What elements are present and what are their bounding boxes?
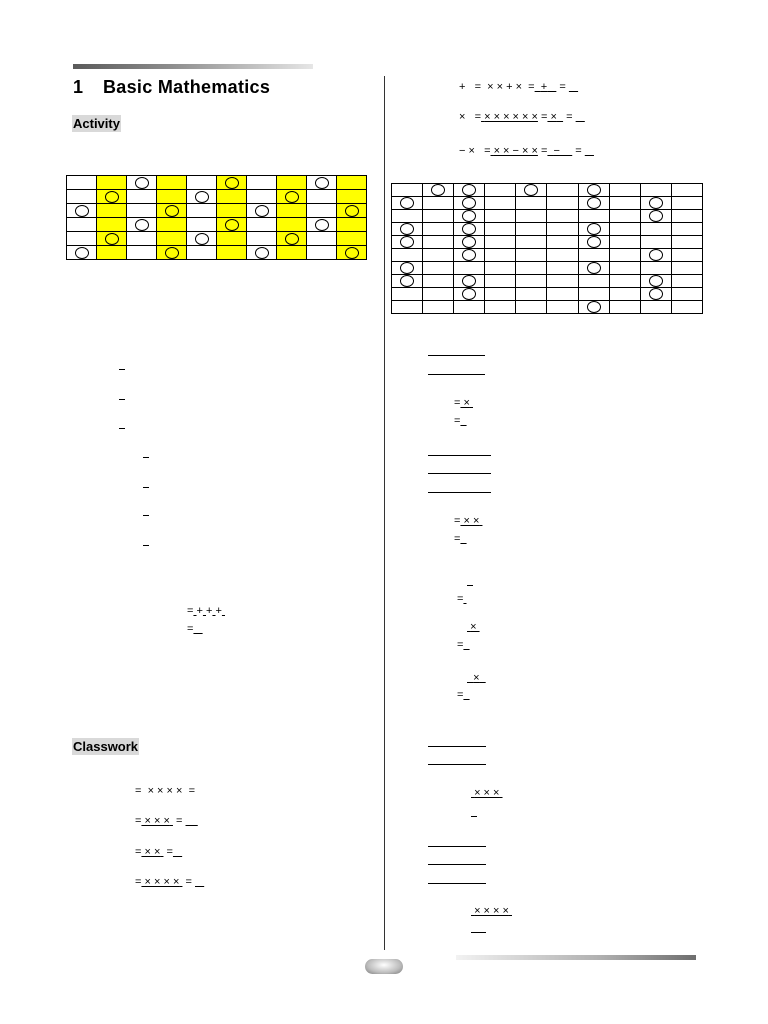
circle-grid-cell bbox=[578, 184, 609, 197]
column-divider bbox=[384, 76, 385, 950]
circle-grid-cell bbox=[609, 275, 640, 288]
circle-grid-cell bbox=[485, 236, 516, 249]
activity-grid-row bbox=[67, 232, 367, 246]
circle-grid-cell bbox=[392, 197, 423, 210]
activity-grid-cell bbox=[157, 204, 187, 218]
activity-grid-cell bbox=[157, 246, 187, 260]
circle-grid-cell bbox=[671, 249, 702, 262]
activity-grid-cell bbox=[307, 176, 337, 190]
circle-grid-cell bbox=[516, 288, 547, 301]
circle-grid-cell bbox=[547, 288, 578, 301]
circle-grid-cell bbox=[516, 197, 547, 210]
circle-icon bbox=[462, 184, 476, 196]
circle-grid-row bbox=[392, 184, 703, 197]
circle-icon bbox=[587, 262, 601, 274]
activity-grid-cell bbox=[97, 190, 127, 204]
circle-grid-cell bbox=[578, 210, 609, 223]
circle-icon bbox=[345, 247, 359, 259]
activity-grid-cell bbox=[157, 190, 187, 204]
expression-line-2: × = × × × × × × = × = bbox=[459, 111, 573, 123]
circle-grid-cell bbox=[423, 301, 454, 314]
answer-line bbox=[428, 883, 486, 884]
circle-icon bbox=[587, 184, 601, 196]
circle-grid-cell bbox=[485, 197, 516, 210]
answer-line bbox=[428, 764, 486, 765]
circle-icon bbox=[462, 197, 476, 209]
activity-grid-cell bbox=[157, 232, 187, 246]
activity-grid-cell bbox=[67, 176, 97, 190]
circle-grid-cell bbox=[671, 301, 702, 314]
answer-line bbox=[428, 455, 491, 456]
activity-grid-cell bbox=[277, 204, 307, 218]
step-expression-6: × × × bbox=[474, 787, 500, 799]
activity-grid-cell bbox=[277, 176, 307, 190]
fraction-dash bbox=[471, 816, 477, 817]
circle-grid-cell bbox=[609, 301, 640, 314]
activity-grid-cell bbox=[157, 218, 187, 232]
activity-grid-cell bbox=[157, 176, 187, 190]
circle-grid-cell bbox=[609, 223, 640, 236]
circle-icon bbox=[255, 247, 269, 259]
circle-grid-cell bbox=[423, 197, 454, 210]
circle-grid-cell bbox=[640, 262, 671, 275]
activity-grid-cell bbox=[97, 232, 127, 246]
circle-grid-cell bbox=[423, 288, 454, 301]
circle-grid-row bbox=[392, 262, 703, 275]
circle-icon bbox=[285, 233, 299, 245]
circle-icon bbox=[462, 210, 476, 222]
circle-icon bbox=[75, 205, 89, 217]
activity-grid-row bbox=[67, 204, 367, 218]
circle-icon bbox=[462, 249, 476, 261]
activity-grid-cell bbox=[187, 204, 217, 218]
step-expression-1: = × bbox=[454, 397, 470, 409]
activity-grid-cell bbox=[67, 204, 97, 218]
circle-grid-cell bbox=[640, 197, 671, 210]
classwork-expression-3: = × × = bbox=[135, 846, 173, 858]
circle-grid-row bbox=[392, 275, 703, 288]
circle-icon bbox=[165, 205, 179, 217]
circle-grid-cell bbox=[485, 210, 516, 223]
circle-grid-cell bbox=[454, 223, 485, 236]
activity-grid-cell bbox=[247, 204, 277, 218]
chapter-number: 1 bbox=[73, 77, 84, 97]
activity-grid-cell bbox=[127, 176, 157, 190]
fraction-dash bbox=[143, 545, 149, 546]
circle-icon bbox=[195, 191, 209, 203]
circle-icon bbox=[315, 219, 329, 231]
circle-icon bbox=[105, 191, 119, 203]
circle-grid-cell bbox=[671, 210, 702, 223]
circle-grid-cell bbox=[392, 262, 423, 275]
classwork-label: Classwork bbox=[73, 739, 139, 754]
circle-grid-row bbox=[392, 301, 703, 314]
answer-line bbox=[428, 492, 491, 493]
fraction-dash bbox=[119, 369, 125, 370]
circle-grid-cell bbox=[516, 262, 547, 275]
activity-grid-cell bbox=[247, 246, 277, 260]
circle-icon bbox=[649, 275, 663, 287]
circle-grid-cell bbox=[671, 275, 702, 288]
activity-grid-cell bbox=[127, 204, 157, 218]
circle-grid-cell bbox=[640, 210, 671, 223]
circle-icon bbox=[649, 197, 663, 209]
footer-decor-bar bbox=[456, 955, 696, 960]
circle-grid-cell bbox=[671, 197, 702, 210]
activity-grid-cell bbox=[277, 232, 307, 246]
fraction-dash bbox=[119, 399, 125, 400]
activity-grid-cell bbox=[187, 246, 217, 260]
circle-grid-cell bbox=[392, 236, 423, 249]
circle-icon bbox=[649, 288, 663, 300]
circle-grid-cell bbox=[423, 262, 454, 275]
circle-grid-cell bbox=[578, 236, 609, 249]
circle-grid-cell bbox=[516, 184, 547, 197]
activity-grid-cell bbox=[187, 232, 217, 246]
expression-line-3: − × = × × − × × = − = bbox=[459, 145, 582, 157]
activity-label: Activity bbox=[73, 116, 120, 131]
activity-grid-cell bbox=[337, 204, 367, 218]
circle-icon bbox=[400, 236, 414, 248]
circle-grid-cell bbox=[547, 184, 578, 197]
circle-grid-cell bbox=[578, 197, 609, 210]
circle-icon bbox=[400, 262, 414, 274]
circle-grid-cell bbox=[516, 301, 547, 314]
activity-grid-cell bbox=[247, 232, 277, 246]
circle-grid-cell bbox=[640, 236, 671, 249]
circle-grid-cell bbox=[516, 275, 547, 288]
activity-grid-cell bbox=[67, 246, 97, 260]
activity-grid-row bbox=[67, 246, 367, 260]
classwork-expression-4: = × × × × = bbox=[135, 876, 192, 888]
circle-grid-cell bbox=[578, 275, 609, 288]
circle-grid-cell bbox=[454, 197, 485, 210]
circle-icon bbox=[315, 177, 329, 189]
activity-grid-row bbox=[67, 218, 367, 232]
activity-grid-cell bbox=[127, 218, 157, 232]
circle-icon bbox=[285, 191, 299, 203]
activity-grid-cell bbox=[127, 246, 157, 260]
chapter-title: Basic Mathematics bbox=[103, 77, 271, 97]
circle-icon bbox=[225, 177, 239, 189]
answer-line bbox=[428, 746, 486, 747]
circle-grid-cell bbox=[578, 262, 609, 275]
answer-line bbox=[428, 473, 491, 474]
circle-grid-cell bbox=[392, 184, 423, 197]
activity-grid-cell bbox=[97, 246, 127, 260]
circle-grid-cell bbox=[609, 184, 640, 197]
circle-grid-cell bbox=[547, 249, 578, 262]
step-expression-5-result: = bbox=[457, 689, 464, 701]
classwork-expression-1: = × × × × = bbox=[135, 785, 195, 797]
circle-grid-cell bbox=[454, 184, 485, 197]
circle-grid-cell bbox=[485, 249, 516, 262]
circle-icon bbox=[225, 219, 239, 231]
circle-icon bbox=[135, 219, 149, 231]
page-title bbox=[73, 77, 270, 98]
fraction-dash bbox=[119, 428, 125, 429]
circle-grid-cell bbox=[454, 210, 485, 223]
circle-grid-cell bbox=[392, 275, 423, 288]
circle-icon bbox=[462, 275, 476, 287]
circle-icon bbox=[462, 223, 476, 235]
circle-grid-row bbox=[392, 210, 703, 223]
circle-grid-row bbox=[392, 288, 703, 301]
circle-grid-cell bbox=[671, 288, 702, 301]
activity-grid-cell bbox=[307, 232, 337, 246]
activity-grid-cell bbox=[277, 218, 307, 232]
activity-grid-cell bbox=[187, 190, 217, 204]
step-expression-2-result: = bbox=[454, 533, 461, 545]
circle-grid-cell bbox=[516, 236, 547, 249]
activity-grid-cell bbox=[97, 176, 127, 190]
circle-grid-cell bbox=[547, 210, 578, 223]
circle-grid-cell bbox=[485, 184, 516, 197]
circle-grid-cell bbox=[609, 210, 640, 223]
circle-icon bbox=[649, 249, 663, 261]
step-expression-2: = × × bbox=[454, 515, 480, 527]
circle-icon bbox=[462, 236, 476, 248]
circle-grid-cell bbox=[609, 262, 640, 275]
header-decor-bar bbox=[73, 64, 313, 69]
circle-icon bbox=[105, 233, 119, 245]
circle-icon bbox=[75, 247, 89, 259]
answer-line bbox=[428, 864, 486, 865]
fraction-dash bbox=[467, 585, 473, 586]
circle-grid-cell bbox=[485, 301, 516, 314]
activity-grid-row bbox=[67, 176, 367, 190]
activity-grid-cell bbox=[277, 246, 307, 260]
circle-icon bbox=[587, 236, 601, 248]
activity-grid-cell bbox=[307, 204, 337, 218]
activity-grid-cell bbox=[127, 232, 157, 246]
activity-grid-cell bbox=[337, 232, 367, 246]
circle-grid-cell bbox=[485, 288, 516, 301]
circle-grid-cell bbox=[640, 288, 671, 301]
circle-grid-cell bbox=[609, 197, 640, 210]
circle-icon bbox=[195, 233, 209, 245]
circle-grid-cell bbox=[485, 262, 516, 275]
circle-grid-cell bbox=[423, 236, 454, 249]
activity-grid-cell bbox=[337, 190, 367, 204]
circle-grid-cell bbox=[454, 236, 485, 249]
step-expression-4-result: = bbox=[457, 639, 464, 651]
circle-icon bbox=[345, 205, 359, 217]
activity-grid-cell bbox=[307, 246, 337, 260]
activity-grid-cell bbox=[217, 246, 247, 260]
circle-grid-cell bbox=[392, 249, 423, 262]
answer-line bbox=[428, 846, 486, 847]
activity-grid-cell bbox=[247, 176, 277, 190]
step-expression-7: × × × × bbox=[474, 905, 509, 917]
circle-grid-cell bbox=[454, 301, 485, 314]
circle-grid-cell bbox=[640, 223, 671, 236]
circle-grid-cell bbox=[454, 288, 485, 301]
circle-grid-row bbox=[392, 223, 703, 236]
circle-icon bbox=[400, 223, 414, 235]
circle-grid-cell bbox=[640, 301, 671, 314]
page-number-badge bbox=[365, 959, 403, 974]
activity-grid-cell bbox=[217, 176, 247, 190]
circle-grid bbox=[391, 183, 703, 314]
circle-grid-cell bbox=[516, 249, 547, 262]
activity-grid-cell bbox=[217, 204, 247, 218]
circle-grid-cell bbox=[454, 275, 485, 288]
circle-grid-cell bbox=[609, 236, 640, 249]
classwork-expression-2: = × × × = bbox=[135, 815, 183, 827]
step-expression-4: × bbox=[470, 621, 477, 633]
circle-grid-cell bbox=[640, 249, 671, 262]
expression-line-1: + = × × + × = + = bbox=[459, 81, 566, 93]
circle-grid-cell bbox=[485, 223, 516, 236]
activity-grid-cell bbox=[307, 190, 337, 204]
activity-grid-cell bbox=[187, 176, 217, 190]
circle-grid-cell bbox=[547, 236, 578, 249]
circle-icon bbox=[587, 197, 601, 209]
circle-grid-cell bbox=[423, 249, 454, 262]
circle-icon bbox=[431, 184, 445, 196]
fraction-dash bbox=[143, 457, 149, 458]
circle-icon bbox=[255, 205, 269, 217]
circle-grid-cell bbox=[547, 223, 578, 236]
circle-grid-cell bbox=[423, 184, 454, 197]
activity-grid-cell bbox=[127, 190, 157, 204]
circle-icon bbox=[462, 288, 476, 300]
circle-icon bbox=[135, 177, 149, 189]
fraction-dash bbox=[143, 487, 149, 488]
activity-grid-cell bbox=[337, 246, 367, 260]
circle-grid-cell bbox=[392, 210, 423, 223]
circle-grid-cell bbox=[547, 197, 578, 210]
circle-grid-cell bbox=[547, 301, 578, 314]
circle-grid-cell bbox=[547, 275, 578, 288]
activity-grid-cell bbox=[67, 218, 97, 232]
circle-icon bbox=[649, 210, 663, 222]
circle-grid-cell bbox=[516, 210, 547, 223]
activity-grid-cell bbox=[247, 190, 277, 204]
circle-icon bbox=[524, 184, 538, 196]
circle-grid-cell bbox=[609, 288, 640, 301]
activity-grid-cell bbox=[277, 190, 307, 204]
circle-grid-cell bbox=[671, 262, 702, 275]
step-expression-1-result: = bbox=[454, 415, 461, 427]
activity-grid-cell bbox=[307, 218, 337, 232]
activity-grid-row bbox=[67, 190, 367, 204]
circle-grid-cell bbox=[423, 210, 454, 223]
circle-grid-cell bbox=[671, 223, 702, 236]
activity-grid-cell bbox=[187, 218, 217, 232]
activity-grid-cell bbox=[67, 232, 97, 246]
circle-grid-cell bbox=[578, 249, 609, 262]
circle-grid-cell bbox=[640, 184, 671, 197]
circle-grid-cell bbox=[392, 223, 423, 236]
activity-grid-cell bbox=[97, 218, 127, 232]
circle-grid-cell bbox=[547, 262, 578, 275]
circle-icon bbox=[587, 301, 601, 313]
circle-grid-cell bbox=[640, 275, 671, 288]
activity-grid-cell bbox=[247, 218, 277, 232]
circle-grid-cell bbox=[578, 223, 609, 236]
circle-grid-cell bbox=[454, 249, 485, 262]
fraction-sum-result: = bbox=[187, 623, 194, 635]
activity-grid bbox=[66, 175, 367, 260]
activity-grid-cell bbox=[217, 190, 247, 204]
circle-grid-cell bbox=[423, 275, 454, 288]
circle-icon bbox=[165, 247, 179, 259]
circle-grid-row bbox=[392, 249, 703, 262]
circle-grid-row bbox=[392, 197, 703, 210]
activity-grid-cell bbox=[67, 190, 97, 204]
activity-grid-cell bbox=[217, 218, 247, 232]
answer-line bbox=[471, 932, 486, 933]
answer-line bbox=[428, 374, 485, 375]
circle-grid-cell bbox=[454, 262, 485, 275]
step-expression-5: × bbox=[473, 672, 480, 684]
step-expression-3-result: = bbox=[457, 593, 464, 605]
circle-grid-cell bbox=[423, 223, 454, 236]
circle-grid-cell bbox=[609, 249, 640, 262]
circle-grid-cell bbox=[392, 288, 423, 301]
circle-grid-cell bbox=[485, 275, 516, 288]
circle-grid-cell bbox=[671, 236, 702, 249]
circle-grid-cell bbox=[671, 184, 702, 197]
circle-grid-cell bbox=[516, 223, 547, 236]
circle-grid-row bbox=[392, 236, 703, 249]
circle-grid-cell bbox=[392, 301, 423, 314]
circle-icon bbox=[400, 197, 414, 209]
circle-grid-cell bbox=[578, 301, 609, 314]
activity-grid-cell bbox=[337, 218, 367, 232]
answer-line bbox=[428, 355, 485, 356]
activity-grid-cell bbox=[337, 176, 367, 190]
activity-grid-cell bbox=[97, 204, 127, 218]
fraction-dash bbox=[143, 515, 149, 516]
circle-grid-cell bbox=[578, 288, 609, 301]
activity-grid-cell bbox=[217, 232, 247, 246]
circle-icon bbox=[587, 223, 601, 235]
fraction-sum: = + + + bbox=[187, 605, 222, 617]
circle-icon bbox=[400, 275, 414, 287]
